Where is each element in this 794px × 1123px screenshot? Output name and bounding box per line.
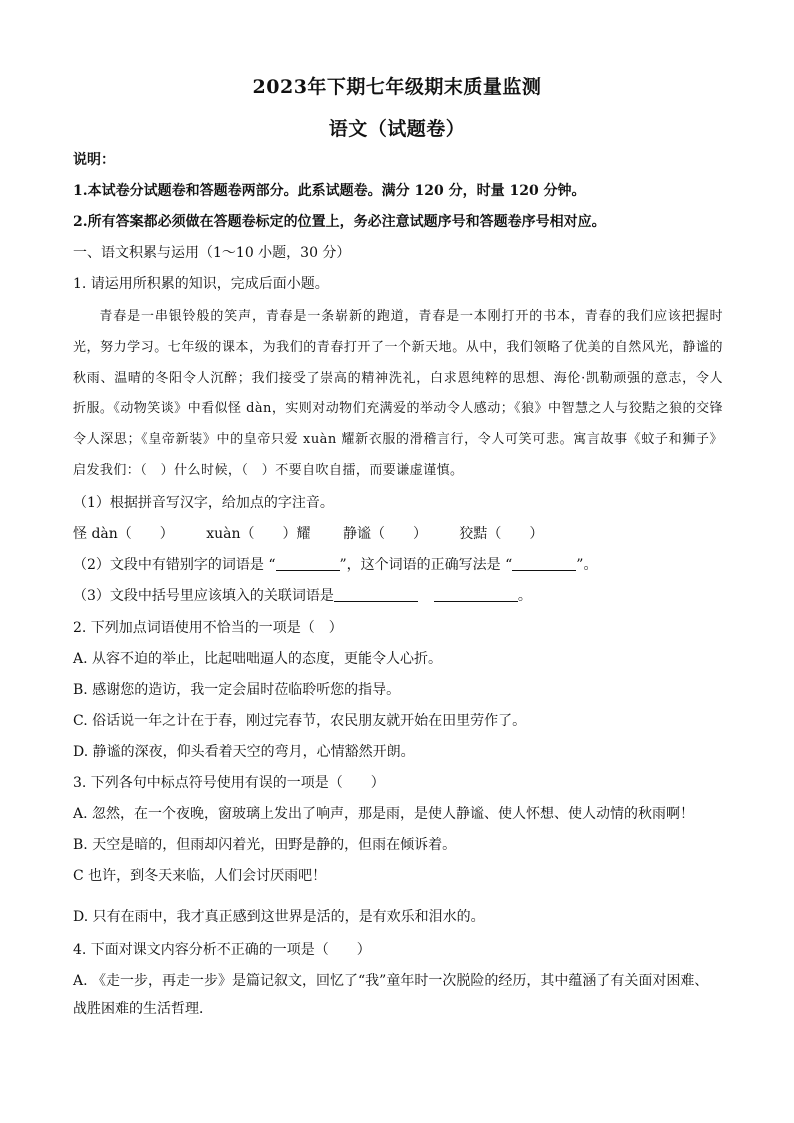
answer-blank[interactable] bbox=[434, 587, 518, 602]
question-1-sub-1: （1）根据拼音写汉字，给加点的字注音。 bbox=[73, 495, 334, 511]
question-1-sub-3 bbox=[73, 586, 734, 606]
question-3-option-a: A. 忽然，在一个夜晚，窗玻璃上发出了响声，那是雨，是使人静谧、使人怀想、使人动情的秋雨啊！ bbox=[73, 806, 695, 822]
question-2-option-c: C. 俗话说一年之计在于春，刚过完春节，农民朋友就开始在田里劳作了。 bbox=[73, 713, 527, 729]
passage-text: 青春是一串银铃般的笑声，青春是一条崭新的跑道，青春是一本刚打开的书本，青春的我们应该把握时光，努力学习。七年级的课本，为我们的青春打开了一个新天地。从中，我们领略了优美的自然风光，静谧的秋雨、温晴的冬阳令人沉醉；我们接受了崇高的精神洗礼，白求恩纯粹的思想、海伦·凯勒顽强的意志，令人折服。《动物笑谈》中看似怪 dàn，实则对动物们充满爱的举动令人感动；《狼》中智慧之人与狡黠之狼的交锋令人深思；《皇帝新装》中的皇帝只爱 xuàn 耀新衣服的滑稽言行，令人可笑可悲。寓言故事《蚊子和狮子》启发我们：（ ）什么时候，（ ）不要自吹自擂，而要谦虚谨慎。 bbox=[73, 309, 723, 478]
sub-2-text-a: （2）文段中有错别字的词语是 “ bbox=[73, 557, 276, 573]
question-4-option-a: A. 《走一步，再走一步》是篇记叙文，回忆了“我”童年时一次脱险的经历，其中蕴涵了有关面对困难、战胜困难的生活哲理． bbox=[73, 973, 709, 1017]
question-2-stem: 2. 下列加点词语使用不恰当的一项是（ ） bbox=[73, 620, 343, 636]
section-1-heading: 一、语文积累与运用（1～10 小题，30 分） bbox=[73, 245, 351, 261]
exam-title: 2023年下期七年级期末质量监测 bbox=[252, 76, 542, 98]
question-1-sub-1-items bbox=[73, 524, 734, 544]
pinyin-item-4: 狡黠（ ） bbox=[459, 526, 544, 542]
sub-2-text-b: ”，这个词语的正确写法是 “ bbox=[339, 557, 513, 573]
answer-blank[interactable] bbox=[512, 556, 576, 571]
question-3-stem: 3. 下列各句中标点符号使用有误的一项是（ ） bbox=[73, 775, 385, 791]
sub-3-end: 。 bbox=[517, 588, 532, 604]
question-1-stem: 1. 请运用所积累的知识，完成后面小题。 bbox=[73, 276, 329, 292]
exam-subtitle: 语文（试题卷） bbox=[328, 118, 466, 140]
instruction-item-2: 2.所有答案都必须做在答题卷标定的位置上，务必注意试题序号和答题卷序号相对应。 bbox=[73, 214, 606, 230]
question-4-stem: 4. 下面对课文内容分析不正确的一项是（ ） bbox=[73, 942, 371, 958]
instruction-item-1: 1.本试卷分试题卷和答题卷两部分。此系试题卷。满分 120 分，时量 120 分钟。 bbox=[73, 183, 586, 199]
answer-blank[interactable] bbox=[276, 556, 340, 571]
question-1-passage bbox=[73, 302, 723, 487]
sub-2-text-c: ”。 bbox=[576, 557, 598, 573]
pinyin-item-2: xuàn（ ）耀 bbox=[206, 526, 311, 542]
question-2-option-d: D. 静谧的深夜，仰头看着天空的弯月，心情豁然开朗。 bbox=[73, 744, 415, 760]
question-3-option-d: D. 只有在雨中，我才真正感到这世界是活的，是有欢乐和泪水的。 bbox=[73, 909, 485, 925]
question-2-option-b: B. 感谢您的造访，我一定会届时莅临聆听您的指导。 bbox=[73, 682, 401, 698]
instructions-heading: 说明： bbox=[73, 152, 115, 168]
question-1-sub-2 bbox=[73, 555, 734, 575]
question-2-option-a: A. 从容不迫的举止，比起咄咄逼人的态度，更能令人心折。 bbox=[73, 651, 443, 667]
answer-blank[interactable] bbox=[334, 587, 418, 602]
question-3-option-c: C 也许，到冬天来临，人们会讨厌雨吧！ bbox=[73, 868, 327, 884]
question-3-option-b: B. 天空是暗的，但雨却闪着光，田野是静的，但雨在倾诉着。 bbox=[73, 837, 457, 853]
pinyin-item-1: 怪 dàn（ ） bbox=[73, 526, 174, 542]
sub-3-text: （3）文段中括号里应该填入的关联词语是 bbox=[73, 588, 334, 604]
pinyin-item-3: 静谧（ ） bbox=[342, 526, 427, 542]
